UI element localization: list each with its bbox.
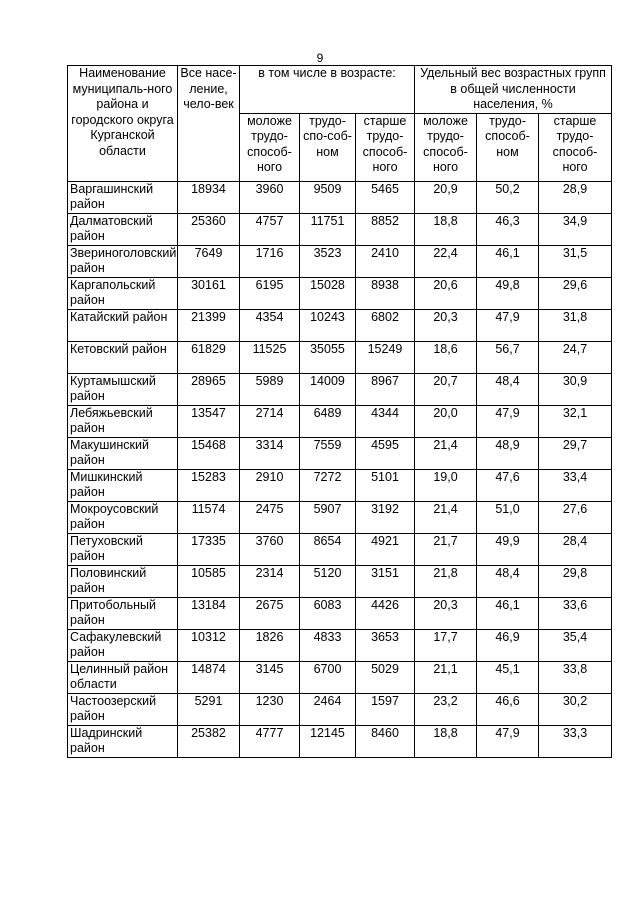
working-share-cell: 46,3 [477,213,539,245]
district-name-cell: Кетовский район [68,341,178,373]
working-share-cell: 56,7 [477,341,539,373]
working-count-cell: 3523 [300,245,356,277]
young-count-cell: 1826 [240,629,300,661]
young-share-cell: 20,0 [415,405,477,437]
working-count-cell: 7559 [300,437,356,469]
header-row-top [68,66,612,114]
working-count-cell: 12145 [300,725,356,757]
table-row [68,597,612,629]
total-population-cell: 30161 [178,277,240,309]
table-row [68,565,612,597]
young-share-cell: 19,0 [415,469,477,501]
working-share-cell: 46,1 [477,245,539,277]
district-name-cell: Далматовский район [68,213,178,245]
old-share-cell: 29,6 [539,277,612,309]
old-share-cell: 33,3 [539,725,612,757]
total-population-cell: 11574 [178,501,240,533]
working-count-cell: 5907 [300,501,356,533]
district-name-cell: Куртамышский район [68,373,178,405]
old-share-cell: 29,7 [539,437,612,469]
old-count-cell: 15249 [356,341,415,373]
district-name-cell: Половинский район [68,565,178,597]
old-share-cell: 31,8 [539,309,612,341]
district-name-cell: Звериноголовский район [68,245,178,277]
table-row [68,405,612,437]
old-count-cell: 8852 [356,213,415,245]
table-row [68,373,612,405]
table-row [68,181,612,213]
district-name-cell: Варгашинский район [68,181,178,213]
header-sub-working-share: трудо-способ-ном [477,113,539,181]
young-count-cell: 4354 [240,309,300,341]
working-count-cell: 14009 [300,373,356,405]
header-name: Наименование муниципаль-ного района и городского округа Курганской области [68,66,178,182]
table-row [68,277,612,309]
young-count-cell: 3960 [240,181,300,213]
young-share-cell: 20,3 [415,597,477,629]
old-share-cell: 31,5 [539,245,612,277]
old-share-cell: 33,4 [539,469,612,501]
working-count-cell: 8654 [300,533,356,565]
header-sub-working-count: трудо-спо-соб-ном [300,113,356,181]
working-count-cell: 6083 [300,597,356,629]
young-share-cell: 18,8 [415,725,477,757]
young-share-cell: 21,8 [415,565,477,597]
working-count-cell: 6700 [300,661,356,693]
total-population-cell: 15468 [178,437,240,469]
young-count-cell: 4777 [240,725,300,757]
young-count-cell: 2675 [240,597,300,629]
table-row [68,501,612,533]
old-share-cell: 30,9 [539,373,612,405]
old-count-cell: 3192 [356,501,415,533]
table-row [68,629,612,661]
header-sub-young-count: моложе трудо-способ-ного [240,113,300,181]
old-count-cell: 5465 [356,181,415,213]
total-population-cell: 14874 [178,661,240,693]
working-count-cell: 9509 [300,181,356,213]
total-population-cell: 18934 [178,181,240,213]
young-count-cell: 2714 [240,405,300,437]
header-group-counts: в том числе в возрасте: [240,66,415,114]
working-share-cell: 46,1 [477,597,539,629]
district-name-cell: Притобольный район [68,597,178,629]
young-share-cell: 17,7 [415,629,477,661]
working-count-cell: 4833 [300,629,356,661]
table-row [68,245,612,277]
old-share-cell: 33,6 [539,597,612,629]
total-population-cell: 25382 [178,725,240,757]
working-share-cell: 47,9 [477,405,539,437]
old-share-cell: 34,9 [539,213,612,245]
header-total: Все насе-ление, чело-век [178,66,240,182]
working-share-cell: 48,4 [477,373,539,405]
working-share-cell: 49,8 [477,277,539,309]
district-name-cell: Сафакулевский район [68,629,178,661]
working-share-cell: 48,4 [477,565,539,597]
working-share-cell: 46,6 [477,693,539,725]
old-count-cell: 3653 [356,629,415,661]
young-count-cell: 2314 [240,565,300,597]
total-population-cell: 17335 [178,533,240,565]
old-count-cell: 4344 [356,405,415,437]
total-population-cell: 61829 [178,341,240,373]
working-share-cell: 46,9 [477,629,539,661]
old-count-cell: 5029 [356,661,415,693]
population-age-table [67,65,612,758]
page-number: 9 [316,51,324,65]
total-population-cell: 10585 [178,565,240,597]
old-share-cell: 27,6 [539,501,612,533]
young-count-cell: 3760 [240,533,300,565]
old-share-cell: 29,8 [539,565,612,597]
district-name-cell: Частоозерский район [68,693,178,725]
table-row [68,661,612,693]
table-row [68,533,612,565]
young-share-cell: 23,2 [415,693,477,725]
header-sub-young-share: моложе трудо-способ-ного [415,113,477,181]
district-name-cell: Мокроусовский район [68,501,178,533]
young-count-cell: 2475 [240,501,300,533]
working-count-cell: 7272 [300,469,356,501]
young-count-cell: 3145 [240,661,300,693]
old-count-cell: 6802 [356,309,415,341]
young-count-cell: 5989 [240,373,300,405]
total-population-cell: 25360 [178,213,240,245]
old-count-cell: 8967 [356,373,415,405]
young-count-cell: 11525 [240,341,300,373]
district-name-cell: Шадринский район [68,725,178,757]
young-share-cell: 21,4 [415,437,477,469]
table-row [68,213,612,245]
young-count-cell: 1230 [240,693,300,725]
old-count-cell: 4595 [356,437,415,469]
table-row [68,341,612,373]
header-sub-old-count: старше трудо-способ-ного [356,113,415,181]
working-share-cell: 48,9 [477,437,539,469]
district-name-cell: Макушинский район [68,437,178,469]
table-body [68,181,612,757]
working-share-cell: 47,6 [477,469,539,501]
old-share-cell: 30,2 [539,693,612,725]
old-count-cell: 8460 [356,725,415,757]
total-population-cell: 15283 [178,469,240,501]
table-row [68,469,612,501]
young-share-cell: 22,4 [415,245,477,277]
district-name-cell: Мишкинский район [68,469,178,501]
young-count-cell: 4757 [240,213,300,245]
young-share-cell: 21,7 [415,533,477,565]
district-name-cell: Каргапольский район [68,277,178,309]
old-share-cell: 28,9 [539,181,612,213]
young-share-cell: 20,7 [415,373,477,405]
young-share-cell: 20,9 [415,181,477,213]
district-name-cell: Целинный район области [68,661,178,693]
working-count-cell: 15028 [300,277,356,309]
young-share-cell: 20,3 [415,309,477,341]
old-count-cell: 3151 [356,565,415,597]
table-row [68,725,612,757]
old-share-cell: 24,7 [539,341,612,373]
young-share-cell: 18,6 [415,341,477,373]
working-share-cell: 51,0 [477,501,539,533]
total-population-cell: 21399 [178,309,240,341]
young-count-cell: 3314 [240,437,300,469]
young-share-cell: 21,4 [415,501,477,533]
old-count-cell: 5101 [356,469,415,501]
old-count-cell: 4426 [356,597,415,629]
working-share-cell: 45,1 [477,661,539,693]
table-row [68,693,612,725]
total-population-cell: 28965 [178,373,240,405]
total-population-cell: 10312 [178,629,240,661]
total-population-cell: 7649 [178,245,240,277]
working-count-cell: 11751 [300,213,356,245]
young-share-cell: 18,8 [415,213,477,245]
total-population-cell: 5291 [178,693,240,725]
working-count-cell: 35055 [300,341,356,373]
working-share-cell: 47,9 [477,725,539,757]
old-count-cell: 1597 [356,693,415,725]
old-share-cell: 32,1 [539,405,612,437]
working-share-cell: 50,2 [477,181,539,213]
old-count-cell: 2410 [356,245,415,277]
old-count-cell: 8938 [356,277,415,309]
working-count-cell: 10243 [300,309,356,341]
district-name-cell: Катайский район [68,309,178,341]
table-row [68,437,612,469]
district-name-cell: Лебяжьевский район [68,405,178,437]
working-share-cell: 47,9 [477,309,539,341]
header-group-shares: Удельный вес возрастных групп в общей численности населения, % [415,66,612,114]
old-share-cell: 35,4 [539,629,612,661]
working-count-cell: 5120 [300,565,356,597]
total-population-cell: 13547 [178,405,240,437]
working-count-cell: 2464 [300,693,356,725]
header-sub-old-share: старше трудо-способ-ного [539,113,612,181]
young-share-cell: 21,1 [415,661,477,693]
old-share-cell: 33,8 [539,661,612,693]
young-count-cell: 1716 [240,245,300,277]
total-population-cell: 13184 [178,597,240,629]
young-count-cell: 2910 [240,469,300,501]
table-row [68,309,612,341]
young-share-cell: 20,6 [415,277,477,309]
working-share-cell: 49,9 [477,533,539,565]
old-count-cell: 4921 [356,533,415,565]
young-count-cell: 6195 [240,277,300,309]
old-share-cell: 28,4 [539,533,612,565]
working-count-cell: 6489 [300,405,356,437]
district-name-cell: Петуховский район [68,533,178,565]
